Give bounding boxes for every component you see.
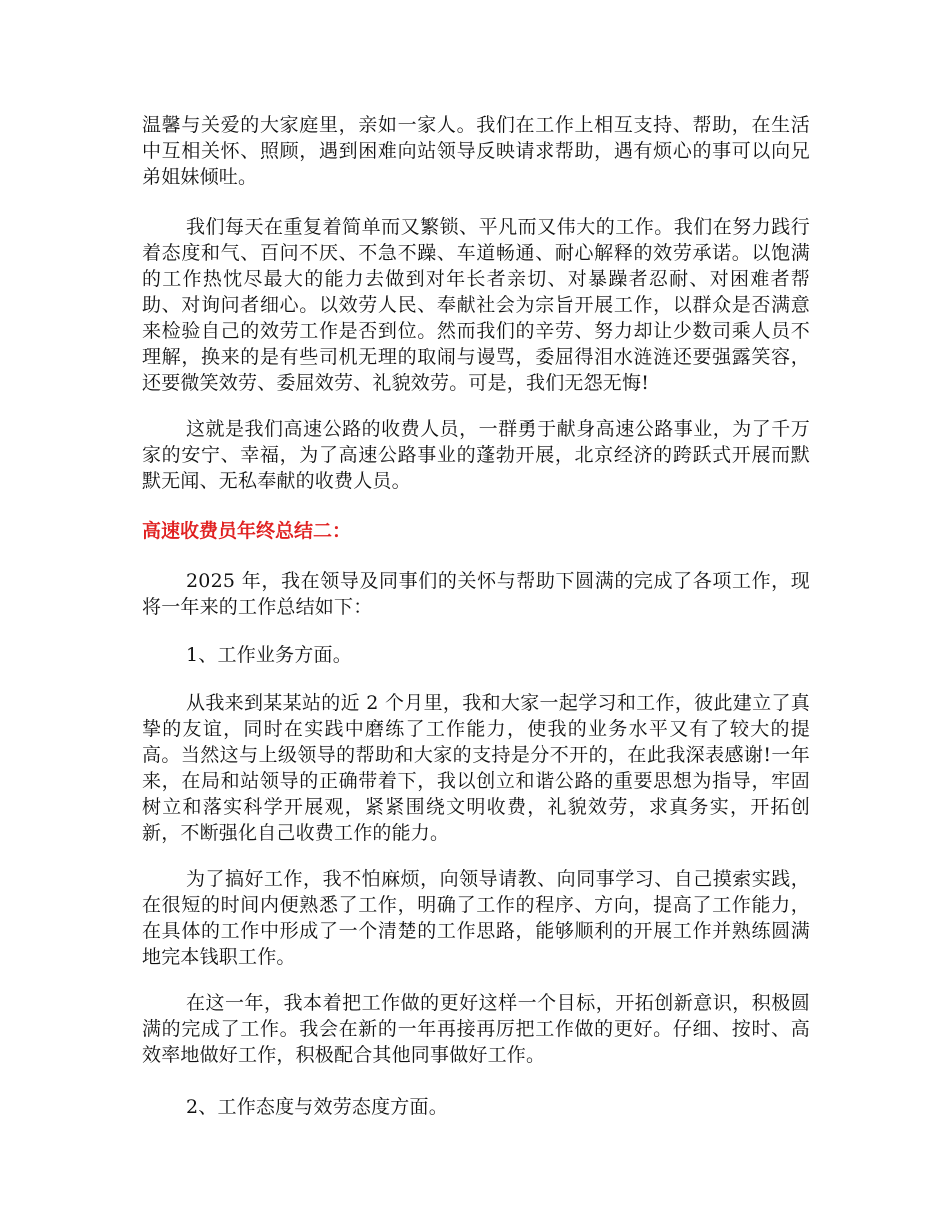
- paragraph-goal: 在这一年，我本着把工作做的更好这样一个目标，开拓创新意识，积极圆满的完成了工作。我会在新的一年再接再厉把工作做的更好。仔细、按时、高效率地做好工作，积极配合其他同事做好工作。: [142, 992, 810, 1066]
- paragraph-effort: 为了搞好工作，我不怕麻烦，向领导请教、向同事学习、自己摸索实践，在很短的时间内便熟悉了工作，明确了工作的程序、方向，提高了工作能力，在具体的工作中形成了一个清楚的工作思路，能够顺利的开展工作并熟练圆满地完本钱职工作。: [142, 868, 810, 968]
- paragraph-months: 从我来到某某站的近 2 个月里，我和大家一起学习和工作，彼此建立了真挚的友谊，同时在实践中磨练了工作能力，使我的业务水平又有了较大的提高。当然这与上级领导的帮助和大家的支持是分不开的，在此我深表感谢!一年来，在局和站领导的正确带着下，我以创立和谐公路的重要思想为指导，牢固树立和落实科学开展观，紧紧围绕文明收费，礼貌效劳，求真务实，开拓创新，不断强化自己收费工作的能力。: [142, 692, 810, 844]
- paragraph-collectors: 这就是我们高速公路的收费人员，一群勇于献身高速公路事业，为了千万家的安宁、幸福，为了高速公路事业的蓬勃开展，北京经济的跨跃式开展而默默无闻、无私奉献的收费人员。: [142, 418, 810, 492]
- paragraph-daily-work: 我们每天在重复着简单而又繁锁、平凡而又伟大的工作。我们在努力践行着态度和气、百问不厌、不急不躁、车道畅通、耐心解释的效劳承诺。以饱满的工作热忱尽最大的能力去做到对年长者亲切、对暴躁者忍耐、对困难者帮助、对询问者细心。以效劳人民、奉献社会为宗旨开展工作，以群众是否满意来检验自己的效劳工作是否到位。然而我们的辛劳、努力却让少数司乘人员不理解，换来的是有些司机无理的取闹与谩骂，委屈得泪水涟涟还要强露笑容，还要微笑效劳、委屈效劳、礼貌效劳。可是，我们无怨无悔!: [142, 216, 810, 394]
- paragraph-year-summary: 2025 年，我在领导及同事们的关怀与帮助下圆满的完成了各项工作，现将一年来的工作总结如下：: [142, 570, 810, 618]
- section-heading-two: 高速收费员年终总结二：: [142, 520, 352, 542]
- paragraph-intro: 温馨与关爱的大家庭里，亲如一家人。我们在工作上相互支持、帮助，在生活中互相关怀、照顾，遇到困难向站领导反映请求帮助，遇有烦心的事可以向兄弟姐妹倾吐。: [142, 114, 810, 188]
- list-item-attitude: 2、工作态度与效劳态度方面。: [186, 1096, 448, 1118]
- list-item-business: 1、工作业务方面。: [186, 644, 352, 666]
